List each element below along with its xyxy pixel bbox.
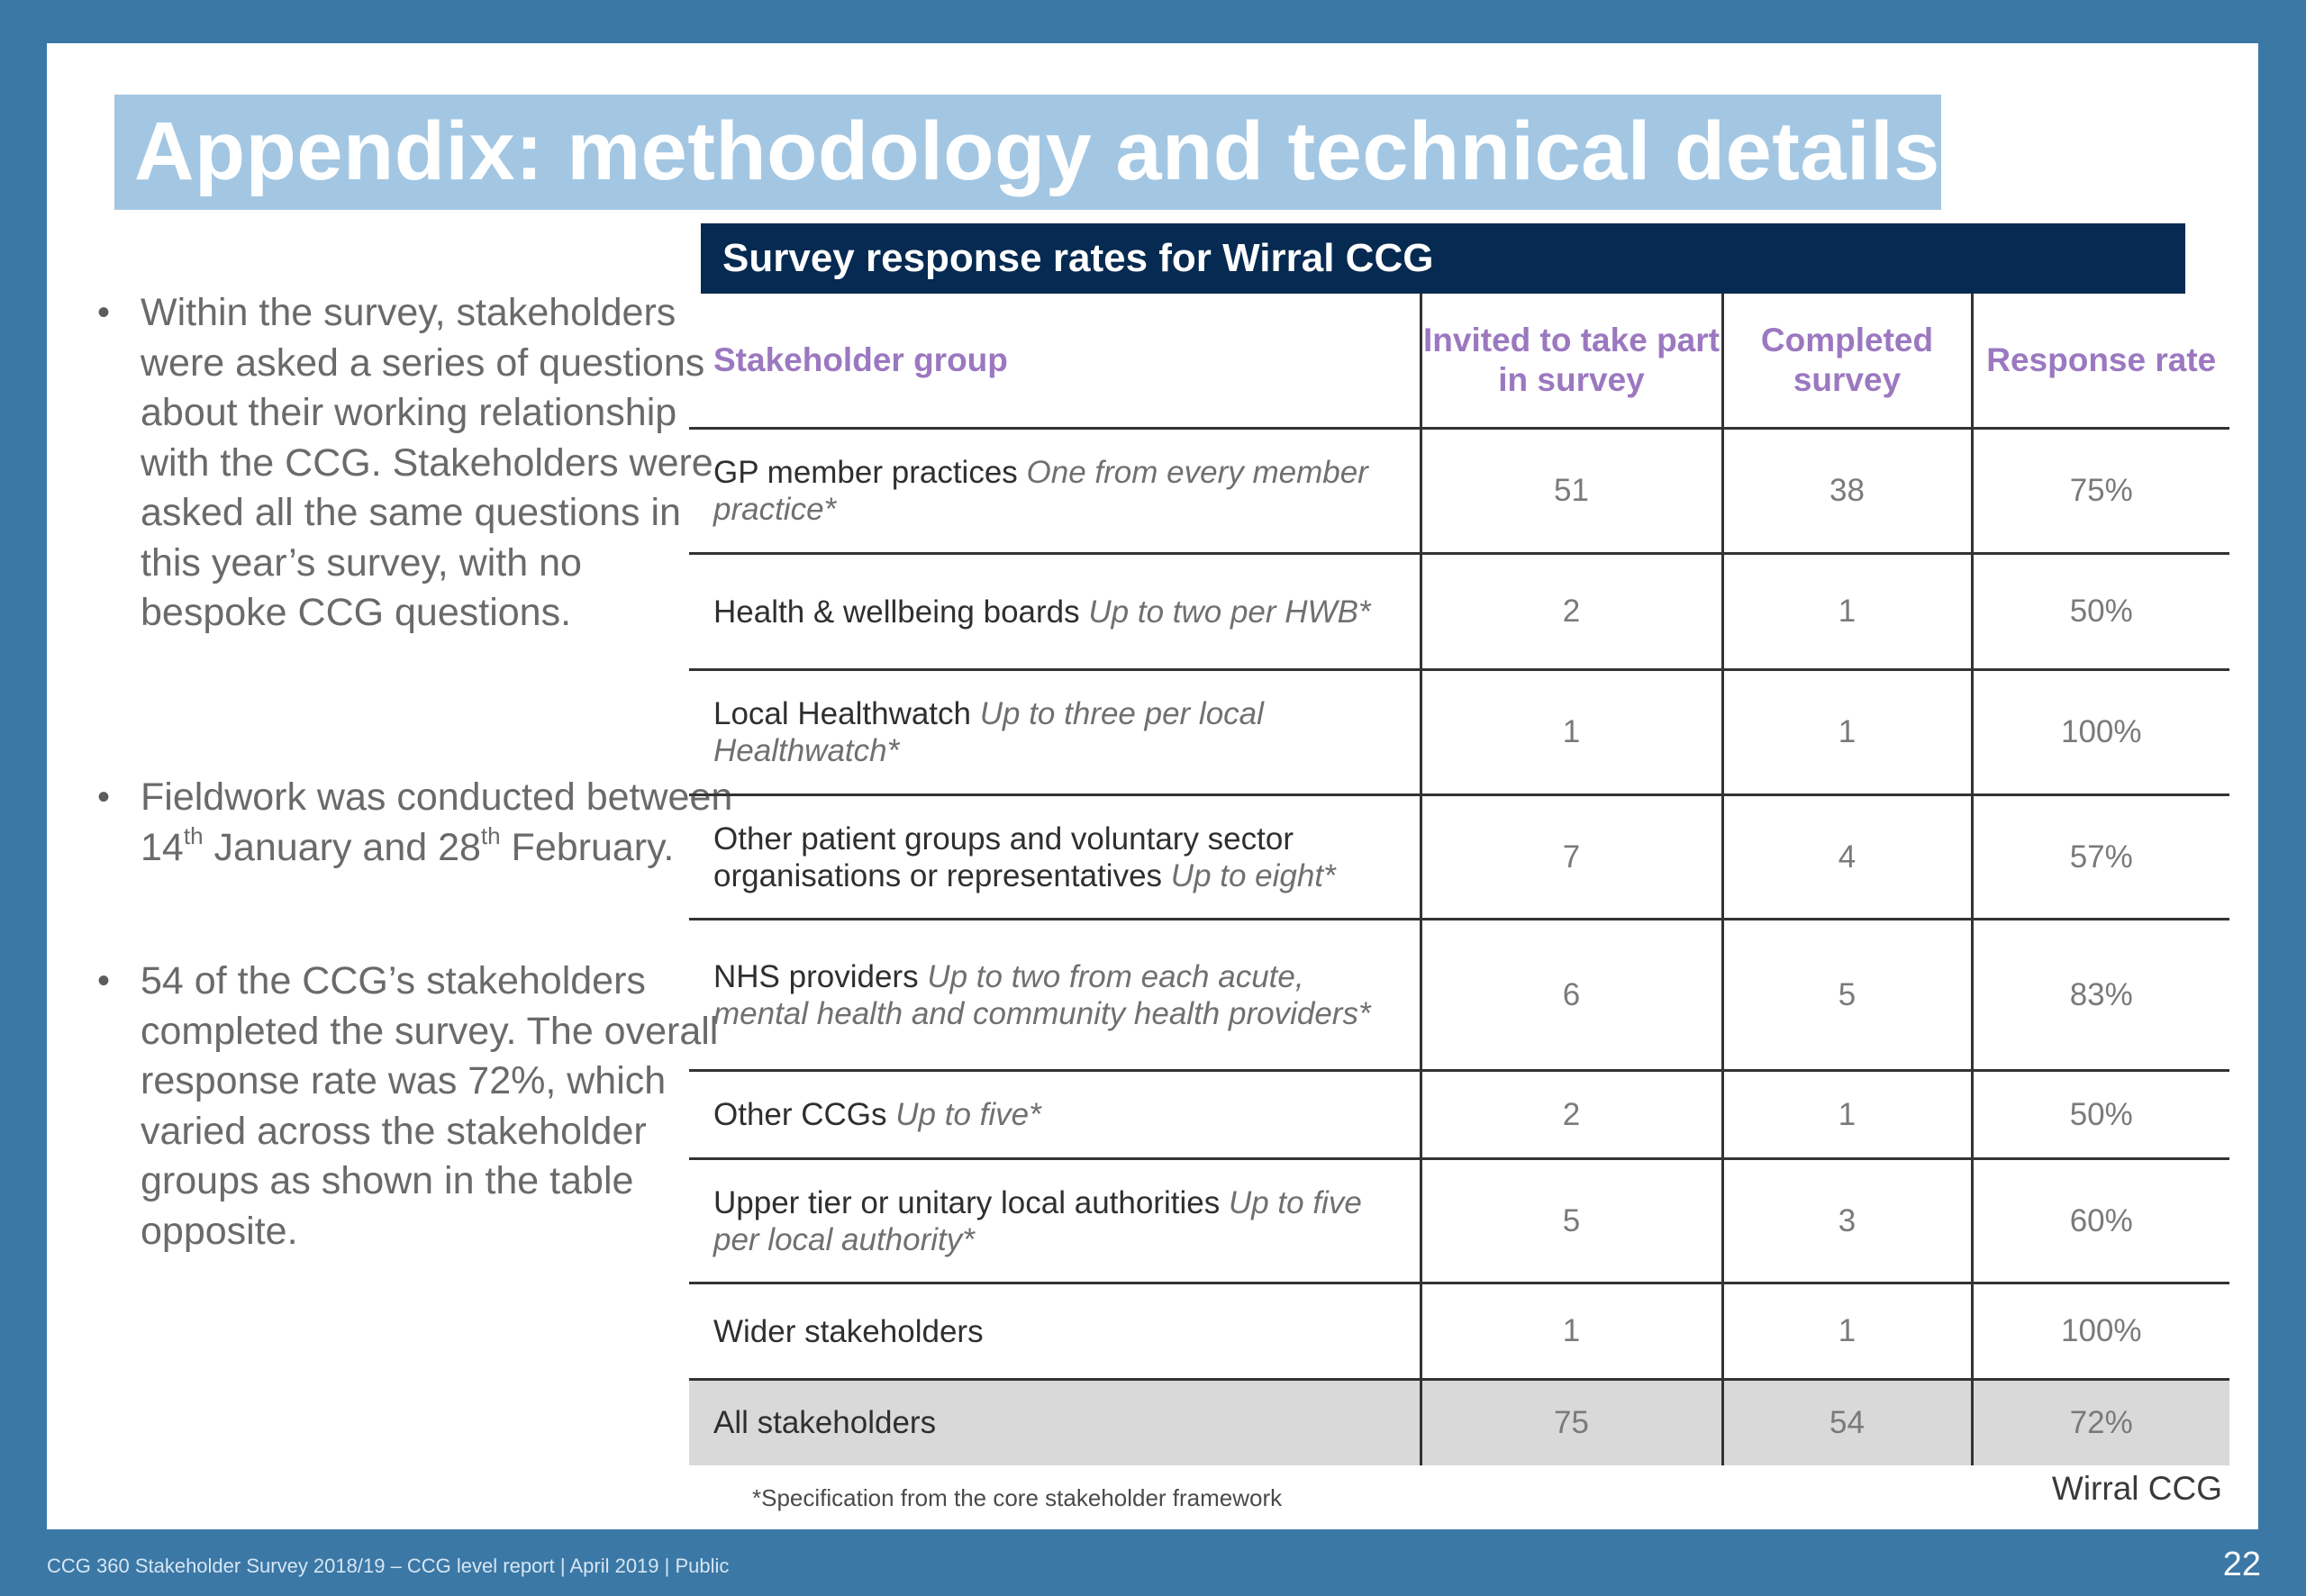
row-group-name: Upper tier or unitary local authorities — [713, 1184, 1221, 1220]
table-row — [689, 670, 2229, 795]
row-rate: 50% — [1972, 1071, 2229, 1159]
table-total-row — [689, 1380, 2229, 1465]
table-header-row — [689, 294, 2229, 429]
row-group-name: Other CCGs — [713, 1097, 887, 1132]
row-group-name: Local Healthwatch — [713, 696, 971, 731]
bullet-text: Within the survey, stakeholders were asked a series of questions about their working relationship with the CCG. Stakeholders were asked all the same questions in this year’s survey, with no bespoke CCG questions. — [141, 291, 713, 634]
row-rate: 83% — [1972, 920, 2229, 1071]
header-stakeholder-group: Stakeholder group — [689, 294, 1421, 429]
row-rate: 100% — [1972, 1283, 2229, 1380]
row-group-note: Up to eight* — [1170, 857, 1336, 893]
header-completed: Completed survey — [1722, 294, 1972, 429]
row-invited: 1 — [1421, 1283, 1722, 1380]
table-row — [689, 920, 2229, 1071]
row-group-note: Up to two per HWB* — [1088, 594, 1371, 630]
row-invited: 51 — [1421, 429, 1722, 554]
row-group-name: NHS providers — [713, 958, 919, 994]
row-group-note: Up to two from each acute, mental health and community health providers* — [713, 958, 1371, 1031]
bullet-text: 54 of the CCG’s stakeholders completed the survey. The overall response rate was 72%, which varied across the stakeholder groups as shown in the table opposite. — [141, 959, 719, 1253]
title-band — [114, 95, 1941, 210]
row-rate: 75% — [1972, 429, 2229, 554]
row-group-cell — [689, 1283, 1421, 1380]
total-invited: 75 — [1421, 1380, 1722, 1465]
row-invited: 5 — [1421, 1159, 1722, 1283]
row-rate: 100% — [1972, 670, 2229, 795]
row-invited: 1 — [1421, 670, 1722, 795]
row-group-note: Up to three per local Healthwatch* — [713, 696, 1264, 768]
row-group-cell — [689, 429, 1421, 554]
row-group-cell — [689, 795, 1421, 920]
table-row — [689, 429, 2229, 554]
total-rate: 72% — [1972, 1380, 2229, 1465]
bullet-marker: • — [97, 777, 111, 817]
footer-text: CCG 360 Stakeholder Survey 2018/19 – CCG level report | April 2019 | Public — [47, 1555, 730, 1577]
header-invited: Invited to take part in survey — [1421, 294, 1722, 429]
bullet-marker: • — [97, 293, 111, 332]
row-completed: 1 — [1722, 1071, 1972, 1159]
table-footnote: *Specification from the core stakeholder framework — [752, 1484, 1283, 1511]
row-group-note: Up to five* — [895, 1097, 1041, 1132]
row-group-cell — [689, 670, 1421, 795]
row-completed: 1 — [1722, 1283, 1972, 1380]
table-title: Survey response rates for Wirral CCG — [722, 236, 1434, 280]
response-rates-table — [689, 294, 2229, 1465]
row-completed: 38 — [1722, 429, 1972, 554]
page-number: 22 — [2222, 1546, 2261, 1583]
row-group-note: One from every member practice* — [713, 455, 1368, 527]
row-group-note: Up to five per local authority* — [713, 1184, 1362, 1257]
row-completed: 4 — [1722, 795, 1972, 920]
total-group: All stakeholders — [689, 1380, 1421, 1465]
row-group-name: Other patient groups and voluntary sector organisations or representatives — [713, 821, 1294, 893]
row-rate: 57% — [1972, 795, 2229, 920]
ordinal-suffix: th — [480, 821, 501, 849]
row-invited: 7 — [1421, 795, 1722, 920]
row-completed: 3 — [1722, 1159, 1972, 1283]
row-rate: 50% — [1972, 554, 2229, 670]
page-title: Appendix: methodology and technical details — [134, 105, 1940, 197]
row-group-cell — [689, 1159, 1421, 1283]
row-completed: 1 — [1722, 554, 1972, 670]
total-completed: 54 — [1722, 1380, 1972, 1465]
row-invited: 6 — [1421, 920, 1722, 1071]
bullet-marker: • — [97, 961, 111, 1001]
row-invited: 2 — [1421, 1071, 1722, 1159]
table-row — [689, 554, 2229, 670]
table-row — [689, 1071, 2229, 1159]
header-response-rate: Response rate — [1972, 294, 2229, 429]
table-title-bar — [701, 223, 2185, 294]
row-rate: 60% — [1972, 1159, 2229, 1283]
row-invited: 2 — [1421, 554, 1722, 670]
row-group-name: Health & wellbeing boards — [713, 594, 1080, 630]
bullet-text-part: January and 28 — [203, 825, 481, 869]
row-group-name: GP member practices — [713, 455, 1018, 490]
ccg-name: Wirral CCG — [2051, 1470, 2222, 1507]
bullet-survey-questions — [90, 288, 735, 639]
row-group-cell — [689, 920, 1421, 1071]
table-row — [689, 795, 2229, 920]
bullet-fieldwork — [90, 773, 735, 873]
table-row — [689, 1283, 2229, 1380]
row-group-cell — [689, 1071, 1421, 1159]
bullet-text-part: February. — [500, 825, 675, 869]
ordinal-suffix: th — [183, 821, 204, 849]
bullet-text-part: Fieldwork was conducted between 14 — [141, 775, 733, 869]
table-row — [689, 1159, 2229, 1283]
row-completed: 5 — [1722, 920, 1972, 1071]
row-group-name: Wider stakeholders — [713, 1313, 984, 1349]
row-group-cell — [689, 554, 1421, 670]
bullet-response-rate — [90, 957, 735, 1256]
row-completed: 1 — [1722, 670, 1972, 795]
